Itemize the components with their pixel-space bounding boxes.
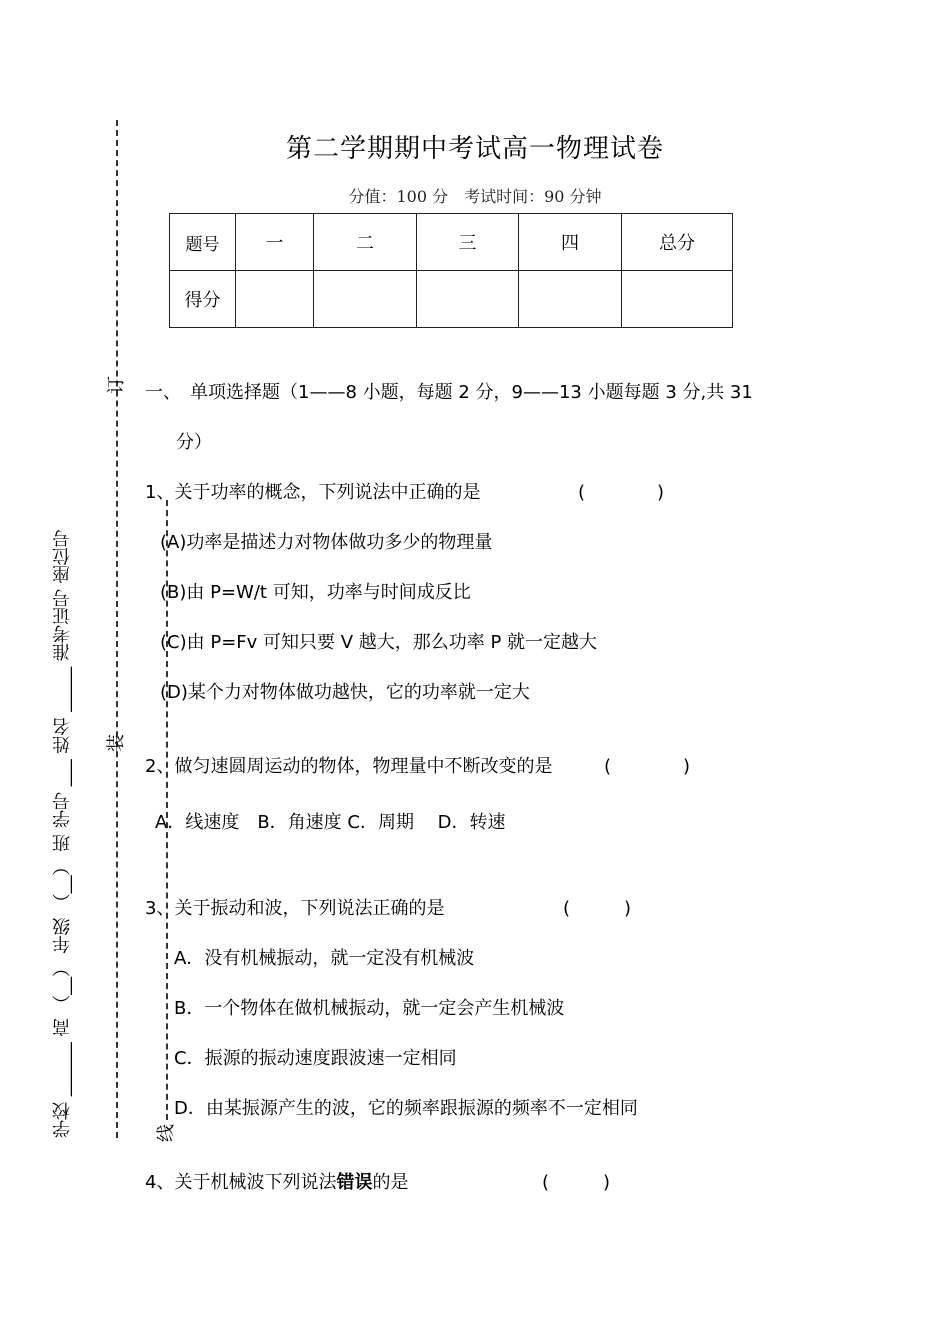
score-input-cell[interactable] bbox=[519, 271, 622, 328]
question-2-options: A．线速度 B．角速度 C．周期 D．转速 bbox=[155, 812, 506, 833]
question-4-answer-paren[interactable]: ( ) bbox=[542, 1172, 611, 1193]
score-header-cell: 总分 bbox=[622, 214, 733, 271]
question-4-stem bbox=[145, 1168, 408, 1194]
question-2-answer-paren[interactable]: ( ) bbox=[604, 756, 691, 777]
binding-mark-xian: 线 bbox=[156, 1124, 177, 1142]
score-header-cell: 一 bbox=[236, 214, 314, 271]
section1-heading-cont: 分） bbox=[176, 432, 212, 453]
question-3-option-b: B．一个物体在做机械振动，就一定会产生机械波 bbox=[174, 998, 565, 1019]
exam-title: 第二学期期中考试高一物理试卷 bbox=[285, 134, 664, 164]
question-4-stem-emphasis: 错误 bbox=[336, 1172, 373, 1193]
score-row-label: 得分 bbox=[170, 271, 236, 328]
binding-mark-ding: 订 bbox=[106, 376, 127, 394]
score-input-cell[interactable] bbox=[417, 271, 519, 328]
score-header-cell: 题号 bbox=[170, 214, 236, 271]
question-3-option-a: A．没有机械振动，就一定没有机械波 bbox=[174, 948, 475, 969]
question-1-option-c: (C)由 P=Fv 可知只要 V 越大，那么功率 P 就一定越大 bbox=[160, 632, 598, 653]
score-header-cell: 四 bbox=[519, 214, 622, 271]
score-input-cell[interactable] bbox=[622, 271, 733, 328]
question-3-option-c: C．振源的振动速度跟波速一定相同 bbox=[174, 1048, 457, 1069]
question-1-stem: 1、关于功率的概念，下列说法中正确的是 bbox=[145, 482, 481, 503]
score-input-cell[interactable] bbox=[314, 271, 417, 328]
exam-subtitle: 分值：100 分 考试时间：90 分钟 bbox=[348, 187, 602, 206]
score-header-cell: 三 bbox=[417, 214, 519, 271]
question-4-stem-suffix: 的是 bbox=[372, 1172, 409, 1193]
question-3-answer-paren[interactable]: ( ) bbox=[563, 898, 632, 919]
score-header-cell: 二 bbox=[314, 214, 417, 271]
question-1-option-d: (D)某个力对物体做功越快，它的功率就一定大 bbox=[160, 682, 530, 703]
question-1-option-a: (A)功率是描述力对物体做功多少的物理量 bbox=[160, 532, 493, 553]
score-table bbox=[169, 213, 733, 328]
binding-line-outer bbox=[116, 120, 118, 1138]
section1-heading: 一、 单项选择题（1——8 小题，每题 2 分，9——13 小题每题 3 分,共 31 bbox=[145, 382, 753, 403]
question-3-option-d: D．由某振源产生的波，它的频率跟振源的频率不一定相同 bbox=[174, 1098, 638, 1119]
question-3-stem: 3、关于振动和波，下列说法正确的是 bbox=[145, 898, 445, 919]
score-table-score-row bbox=[170, 271, 733, 328]
question-1-answer-paren[interactable]: ( ) bbox=[578, 482, 665, 503]
score-input-cell[interactable] bbox=[236, 271, 314, 328]
binding-mark-zhuang: 装 bbox=[106, 734, 127, 752]
student-info-fields: 学校 ______ 高 （__） 年级 （__） 班 学号 ___ 姓名 _____ 准考证号 座位号 bbox=[52, 529, 73, 1138]
question-4-stem-prefix: 4、关于机械波下列说法 bbox=[145, 1172, 337, 1193]
question-1-option-b: (B)由 P=W/t 可知，功率与时间成反比 bbox=[160, 582, 471, 603]
question-2-stem: 2、做匀速圆周运动的物体，物理量中不断改变的是 bbox=[145, 756, 553, 777]
score-table-header-row bbox=[170, 214, 733, 271]
